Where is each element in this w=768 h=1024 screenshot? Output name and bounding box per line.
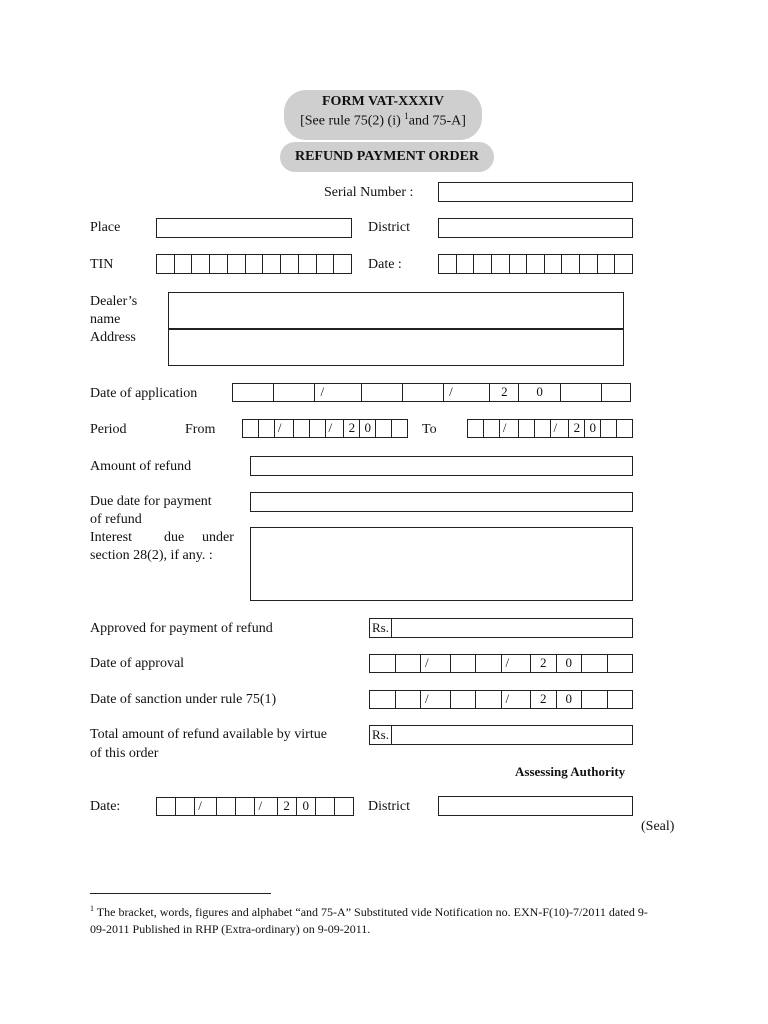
amount-of-refund-field[interactable] [250,456,633,476]
rule-prefix: [See rule 75(2) (i) [300,113,405,129]
district-label: District [368,220,410,235]
footnote-line1 [90,900,690,921]
assessing-authority-label: Assessing Authority [515,764,626,779]
rs-prefix: Rs. [370,726,392,744]
due-date-label-line2: of refund [90,512,142,527]
address-label: Address [90,330,136,345]
serial-number-label: Serial Number : [324,185,414,200]
total-amount-field[interactable] [369,725,633,745]
form-title: FORM VAT-XXXIV [322,94,444,109]
total-amount-label-line2: of this order [90,746,159,761]
place-label: Place [90,220,121,235]
due-date-field[interactable] [250,492,633,512]
interest-due-field[interactable] [250,527,633,601]
date-of-approval-label: Date of approval [90,656,185,671]
bottom-date-field[interactable]: / / 2 0 [156,797,354,816]
district-field[interactable] [438,218,633,238]
date-field[interactable] [438,254,633,274]
amount-of-refund-label: Amount of refund [90,459,192,474]
address-field[interactable] [168,328,624,366]
from-label: From [185,422,216,437]
form-title-banner [284,90,482,140]
total-amount-label-line1: Total amount of refund available by virtue [90,727,327,742]
footnote-divider [90,893,271,894]
date-of-application-label: Date of application [90,386,198,401]
footnote-mark: 1 [90,904,94,913]
order-title: REFUND PAYMENT ORDER [294,149,480,164]
period-from-field[interactable]: / / 2 0 [242,419,408,438]
footnote [90,900,690,938]
date-of-sanction-label: Date of sanction under rule 75(1) [90,692,277,707]
footnote-text-line1: The bracket, words, figures and alphabet “and 75-A” Substituted vide Notification no. EXN-F(10)-7/2011 dated 9- [94,905,648,919]
bottom-district-label: District [368,799,410,814]
date-of-approval-field[interactable]: / / 2 0 [369,654,633,673]
dealer-name-label-line1: Dealer’s [90,294,138,309]
seal-label: (Seal) [641,819,675,834]
footnote-text-line2: 09-2011 Published in RHP (Extra-ordinary) on 9-09-2011. [90,922,371,936]
bottom-date-label: Date: [90,799,121,814]
interest-label-word1: Interest [90,530,132,545]
dealer-name-label-line2: name [90,312,121,327]
date-of-application-field[interactable]: / / 2 0 [232,383,631,402]
period-to-field[interactable]: / / 2 0 [467,419,633,438]
to-label: To [422,422,437,437]
place-field[interactable] [156,218,352,238]
interest-label-word3: under [202,530,234,545]
rule-suffix: and 75-A] [408,113,466,129]
dealer-name-field[interactable] [168,292,624,330]
approved-amount-field[interactable] [369,618,633,638]
order-title-banner [280,142,494,172]
date-of-sanction-field[interactable]: / / 2 0 [369,690,633,709]
period-label: Period [90,422,127,437]
due-date-label-line1: Due date for payment [90,494,212,509]
tin-label: TIN [90,257,114,272]
interest-label-line2: section 28(2), if any. : [90,548,213,563]
rule-footnote-mark: 1 [404,111,409,121]
bottom-district-field[interactable] [438,796,633,816]
rs-prefix: Rs. [370,619,392,637]
serial-number-field[interactable] [438,182,633,202]
rule-reference [284,111,482,130]
interest-label-word2: due [164,530,185,545]
tin-field[interactable] [156,254,352,274]
approved-label: Approved for payment of refund [90,621,273,636]
date-label: Date : [368,257,402,272]
